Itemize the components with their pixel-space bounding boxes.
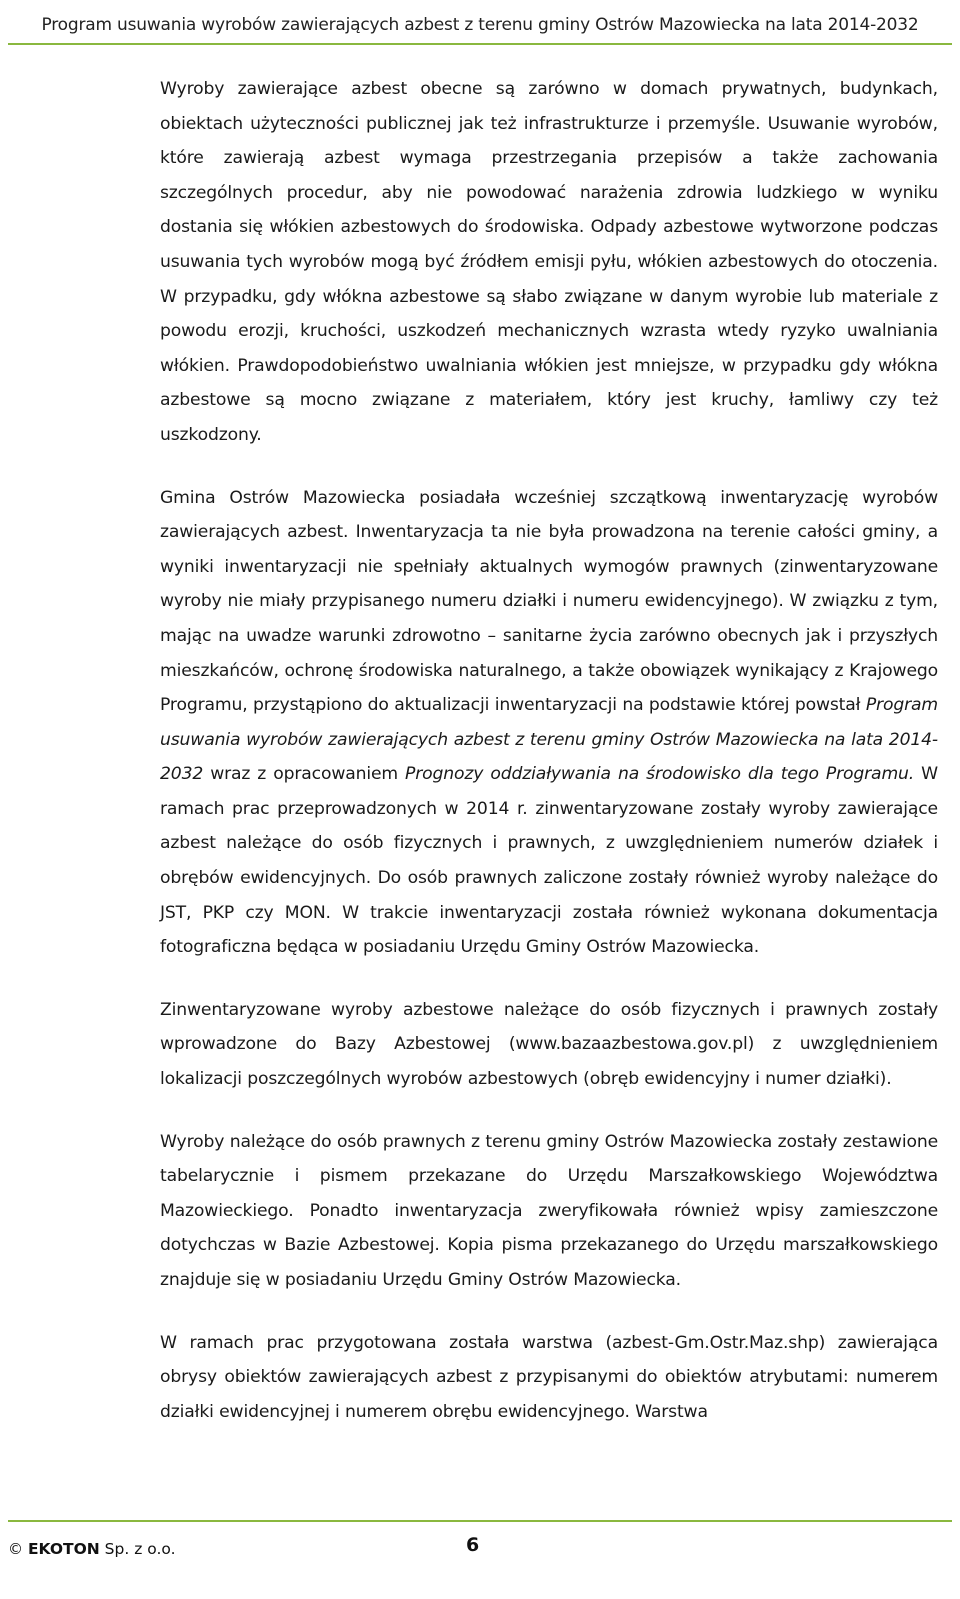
paragraph-2 xyxy=(160,481,938,965)
paragraph-2-text-c: W ramach prac przeprowadzonych w 2014 r. zinwentaryzowane zostały wyroby zawierające azbest należące do osób fizycznych i prawnych, z uwzględnieniem numerów działek i obrębów ewidencyjnych. Do osób prawnych zaliczone zostały również wyroby należące do JST, PKP czy MON. W trakcie inwentaryzacji została również wykonana dokumentacja fotograficzna będąca w posiadaniu Urzędu Gminy Ostrów Mazowiecka. xyxy=(160,764,938,958)
paragraph-1: Wyroby zawierające azbest obecne są zarówno w domach prywatnych, budynkach, obiektach użyteczności publicznej jak też infrastrukturze i przemyśle. Usuwanie wyrobów, które zawierają azbest wymaga przestrzegania przepisów a także zachowania szczególnych procedur, aby nie powodować narażenia zdrowia ludzkiego w wyniku dostania się włókien azbestowych do środowiska. Odpady azbestowe wytworzone podczas usuwania tych wyrobów mogą być źródłem emisji pyłu, włókien azbestowych do otoczenia. W przypadku, gdy włókna azbestowe są słabo związane w danym wyrobie lub materiale z powodu erozji, kruchości, uszkodzeń mechanicznych wzrasta wtedy ryzyko uwalniania włókien. Prawdopodobieństwo uwalniania włókien jest mniejsze, w przypadku gdy włókna azbestowe są mocno związane z materiałem, który jest kruchy, łamliwy czy też uszkodzony. xyxy=(160,79,938,445)
company-name-rest: Sp. z o.o. xyxy=(99,1540,176,1558)
footer-divider xyxy=(8,1520,952,1522)
paragraph-2-text-a: Gmina Ostrów Mazowiecka posiadała wcześniej szczątkową inwentaryzację wyrobów zawierających azbest. Inwentaryzacja ta nie była prowadzona na terenie całości gminy, a wyniki inwentaryzacji nie spełniały aktualnych wymogów prawnych (zinwentaryzowane wyroby nie miały przypisanego numeru działki i numeru ewidencyjnego). W związku z tym, mając na uwadze warunki zdrowotno – sanitarne życia zarówno obecnych jak i przyszłych mieszkańców, ochronę środowiska naturalnego, a także obowiązek wynikający z Krajowego Programu, przystąpiono do aktualizacji inwentaryzacji na podstawie której powstał xyxy=(160,487,938,716)
paragraph-5: W ramach prac przygotowana została warstwa (azbest-Gm.Ostr.Maz.shp) zawierająca obrysy obiektów zawierających azbest z przypisanymi do obiektów atrybutami: numerem działki ewidencyjnej i numerem obrębu ewidencyjnego. Warstwa xyxy=(160,1332,938,1422)
company-name-bold: EKOTON xyxy=(27,1540,100,1558)
page-footer xyxy=(0,1520,960,1599)
copyright-symbol: © xyxy=(8,1540,23,1558)
paragraph-4: Wyroby należące do osób prawnych z terenu gminy Ostrów Mazowiecka zostały zestawione tabelarycznie i pismem przekazane do Urzędu Marszałkowskiego Województwa Mazowieckiego. Ponadto inwentaryzacja zweryfikowała również wpisy zamieszczone dotychczas w Bazie Azbestowej. Kopia pisma przekazanego do Urzędu marszałkowskiego znajduje się w posiadaniu Urzędu Gminy Ostrów Mazowiecka. xyxy=(160,1131,938,1290)
program-title: Program usuwania wyrobów zawierających azbest z terenu gminy Ostrów Mazowiecka na lata 2014-2032 xyxy=(160,695,938,785)
paragraph-3: Zinwentaryzowane wyroby azbestowe należące do osób fizycznych i prawnych zostały wprowadzone do Bazy Azbestowej (www.bazaazbestowa.gov.pl) z uwzględnieniem lokalizacji poszczególnych wyrobów azbestowych (obręb ewidencyjny i numer działki). xyxy=(160,999,938,1090)
footer-company xyxy=(8,1540,176,1558)
header-divider xyxy=(8,43,952,45)
header-title: Program usuwania wyrobów zawierających azbest z terenu gminy Ostrów Mazowiecka na lata 2014-2032 xyxy=(41,15,919,35)
document-body xyxy=(160,72,938,1429)
page-number: 6 xyxy=(466,1534,480,1556)
prognosis-title: Prognozy oddziaływania na środowisko dla tego Programu. xyxy=(405,764,915,785)
page-header xyxy=(0,0,960,44)
paragraph-2-text-b: wraz z opracowaniem xyxy=(203,764,406,785)
